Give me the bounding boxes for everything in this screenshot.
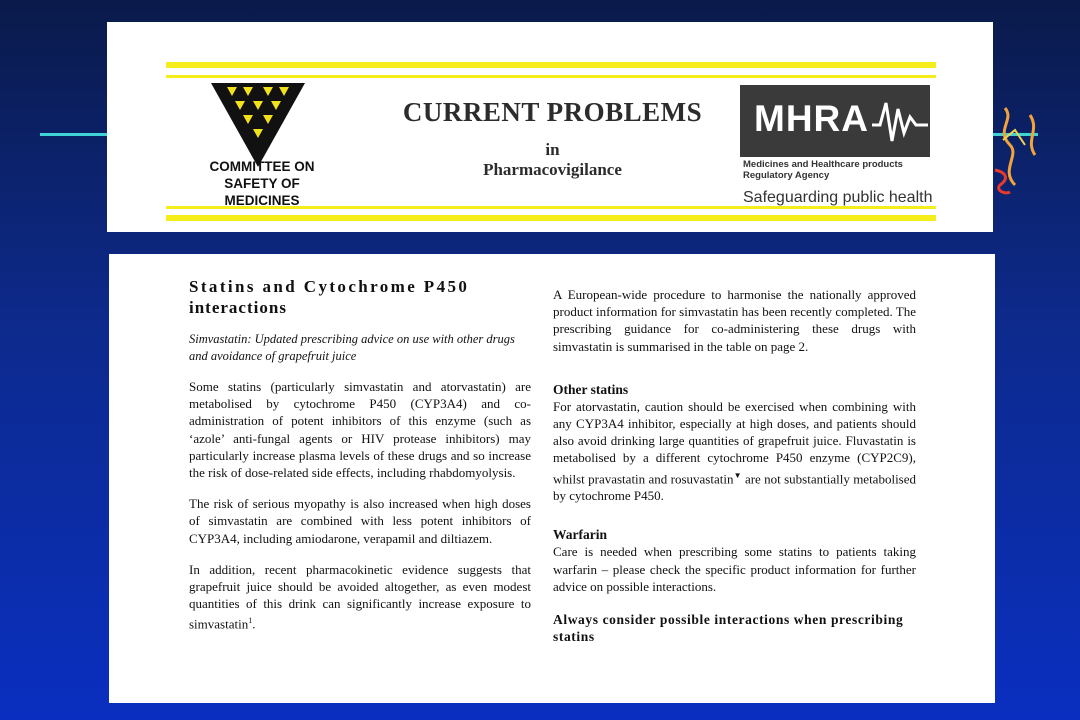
article-title	[189, 276, 531, 318]
bulletin-header-card	[107, 22, 993, 232]
decorative-squiggle-icon	[985, 100, 1055, 210]
heading-warfarin: Warfarin	[553, 527, 607, 543]
article-card	[109, 254, 995, 703]
article-left-column	[189, 276, 531, 643]
bulletin-title: CURRENT PROBLEMS	[402, 97, 703, 127]
paragraph-cyp3a4: Some statins (particularly simvastatin and atorvastatin) are metabolised by cytochrome P450 (CYP3A4) and co-administration of potent inhibitors of this enzyme (such as ‘azole’ anti-fungal agents or HIV protease inhibitors) may particularly increase plasma levels of these drugs and so increase the risk of dose-related side effects, including rhabdomyolysis.	[189, 379, 531, 481]
paragraph-other-statins	[553, 398, 916, 505]
article-right-column	[553, 286, 916, 645]
paragraph-grapefruit-text: In addition, recent pharmacokinetic evidence suggests that grapefruit juice should be avoided altogether, as even modest quantities of this drink can significantly increase exposure to simvastatin	[189, 561, 531, 632]
heading-other-statins: Other statins	[553, 381, 629, 397]
other-statins-text-a: For atorvastatin, caution should be exercised when combining with any CYP3A4 inhibitor, especially at high doses, and patients should also avoid drinking large quantities of grapefruit juice. Fluvastatin is metabolised by a different cytochrome P450 enzyme (CYP2C9), whilst pravastatin and rosuvastatin	[553, 398, 916, 486]
mhra-logo	[740, 85, 930, 157]
committee-name: COMMITTEE ON SAFETY OF MEDICINES	[209, 159, 315, 208]
paragraph-warfarin: Care is needed when prescribing some statins to patients taking warfarin – please check the specific product information for further advice on possible interactions.	[553, 544, 916, 594]
yellow-band	[166, 62, 936, 68]
reference-marker: 1	[248, 616, 253, 626]
paragraph-grapefruit	[189, 561, 531, 633]
bulletin-subtitle: Pharmacovigilance	[483, 160, 622, 179]
heartbeat-wave-icon	[870, 95, 930, 147]
paragraph-myopathy: The risk of serious myopathy is also increased when high doses of simvastatin are combined with less potent inhibitors of CYP3A4, including amiodarone, verapamil and diltiazem.	[189, 496, 531, 546]
article-subtitle: Simvastatin: Updated prescribing advice on use with other drugs and avoidance of grapefruit juice	[189, 332, 515, 363]
closing-statement: Always consider possible interactions when prescribing statins	[553, 611, 904, 644]
agency-name: Medicines and Healthcare products Regulatory Agency	[743, 159, 903, 181]
mhra-logo-text: MHRA	[754, 98, 869, 139]
black-triangle-icon: ▼	[733, 470, 742, 480]
paragraph-european-procedure: A European-wide procedure to harmonise the nationally approved product information for simvastatin has been recently completed. The prescribing guidance for co-administering these drugs with simvastatin is summarised in the table on page 2.	[553, 287, 916, 354]
committee-triangle-logo-icon	[211, 83, 305, 167]
other-statins-text-b: are not substantially metabolised by cytochrome P450.	[553, 470, 917, 504]
article-title-line2: interactions	[189, 298, 287, 317]
yellow-band	[166, 215, 936, 221]
article-title-line1: Statins and Cytochrome P450	[189, 277, 470, 296]
agency-tagline: Safeguarding public health	[743, 189, 933, 206]
paragraph-grapefruit-end: .	[252, 616, 256, 632]
yellow-band	[166, 75, 936, 78]
decorative-line-left	[40, 133, 110, 136]
bulletin-title-connector: in	[545, 140, 560, 159]
